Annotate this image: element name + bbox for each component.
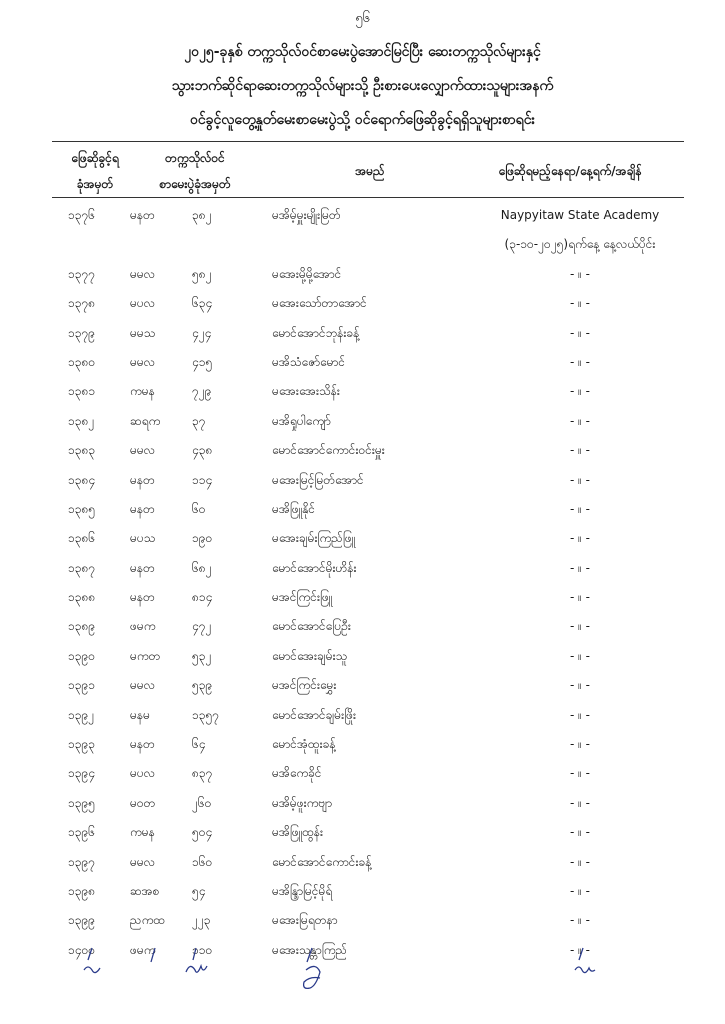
cell-roll-number: ၇၂၉ — [192, 384, 212, 399]
cell-roll-number: ၄၃၈ — [192, 443, 213, 458]
cell-serial-number: ၁၃၇၉ — [68, 325, 95, 340]
cell-venue: - ။ - — [570, 825, 590, 840]
cell-serial-number: ၁၃၉၃ — [68, 737, 95, 752]
cell-name: မအေးမြင့်မြတ်အောင် — [272, 472, 364, 487]
cell-roll-number: ၃၈၂ — [192, 208, 212, 222]
column-header-roll-line2: စာမေးပွဲခုံအမှတ် — [159, 177, 231, 191]
cell-roll-number: ၃၇ — [192, 413, 206, 428]
cell-serial-number: ၁၃၈၂ — [68, 413, 95, 428]
cell-roll-number: ၅၀၄ — [192, 825, 213, 840]
cell-venue: - ။ - — [570, 766, 590, 781]
document-title-line-2: သွားဘက်ဆိုင်ရာဆေးတက္ကသိုလ်များသို့ ဦးစားပေးလျှောက်ထားသူများအနက် — [171, 78, 554, 94]
column-header-serial-line2: ခုံအမှတ် — [76, 177, 114, 191]
cell-roll-number: ၂၆၀ — [192, 795, 212, 810]
cell-name: မောင်အေးချမ်းသူ — [272, 648, 348, 663]
table-row — [0, 377, 725, 406]
table-row — [0, 466, 725, 495]
cell-name: မအိသံဇော်မောင် — [272, 354, 346, 369]
cell-roll-code: မနတ — [130, 208, 155, 222]
cell-roll-number: ၁၁၄ — [192, 472, 213, 487]
cell-name: မအေးမြရတနာ — [272, 913, 338, 928]
cell-name: မအိကေခိုင် — [272, 766, 322, 781]
cell-name: မောင်အောင်ကောင်းခန့် — [272, 854, 372, 869]
column-header-roll-line1: တက္ကသိုလ်ဝင် — [165, 151, 225, 165]
cell-venue: Naypyitaw State Academy — [500, 208, 660, 222]
cell-name: မအေးအေးသိန်း — [272, 384, 340, 399]
cell-serial-number: ၁၃၉၈ — [68, 883, 96, 898]
cell-venue: - ။ - — [570, 619, 590, 634]
signatures-svg — [0, 940, 725, 1010]
cell-name: မောင်အောင်ကောင်းဝင်းမှူး — [272, 443, 385, 458]
cell-venue: - ။ - — [570, 472, 590, 487]
cell-roll-code: မနတ — [130, 737, 155, 752]
cell-name: မအင်ကြင်းဖြူ — [272, 590, 333, 605]
cell-roll-number: ၈၃၇ — [192, 766, 213, 781]
cell-roll-code: မနမ — [130, 707, 150, 722]
cell-serial-number: ၁၃၈၅ — [68, 501, 96, 516]
column-header-roll — [140, 145, 250, 197]
table-row — [0, 642, 725, 671]
document-title-line-1: ၂၀၂၅-ခုနှစ် တက္ကသိုလ်ဝင်စာမေးပွဲအောင်မြင်ပြီး ဆေးတက္ကသိုလ်များနှင့် — [184, 44, 541, 60]
cell-roll-number: ၅၃၉ — [192, 678, 213, 693]
cell-serial-number: ၁၃၇၈ — [68, 296, 96, 311]
table-row — [0, 554, 725, 583]
signature-2 — [151, 948, 155, 962]
cell-venue: - ။ - — [570, 707, 590, 722]
cell-roll-code: မမလ — [130, 678, 155, 693]
cell-roll-number: ၁၉၀ — [192, 531, 213, 546]
cell-roll-number: ၆၈၂ — [192, 560, 212, 575]
cell-venue: (၃-၁၀-၂၀၂၅)ရက်နေ့ နေ့လယ်ပိုင်း — [504, 237, 656, 252]
column-header-name: အမည် — [355, 164, 385, 178]
cell-venue: - ။ - — [570, 354, 590, 369]
cell-name: မအေးမို့မို့အောင် — [272, 266, 342, 281]
cell-serial-number: ၁၃၉၅ — [68, 795, 95, 810]
cell-roll-number: ၅၈၂ — [192, 266, 212, 281]
cell-name: မအိဖြူထွန်း — [272, 825, 324, 840]
table-row — [0, 730, 725, 759]
table-row — [0, 524, 725, 553]
table-row — [0, 612, 725, 641]
cell-name: မအင်ကြင်းမွှေး — [272, 678, 337, 693]
cell-roll-number: ၄၇၂ — [192, 619, 212, 634]
cell-roll-code: ညကထ — [130, 913, 165, 928]
cell-roll-code: မမလ — [130, 443, 155, 458]
cell-roll-number: ၁၃၅၇ — [192, 707, 219, 722]
cell-venue: - ။ - — [570, 795, 590, 810]
table-row — [0, 701, 725, 730]
table-row — [0, 407, 725, 436]
cell-name: မအေးသန္တာကြည် — [272, 942, 348, 957]
table-row — [0, 848, 725, 877]
cell-roll-number: ၆၃၄ — [192, 296, 213, 311]
cell-serial-number: ၁၃၇၇ — [68, 266, 95, 281]
table-row — [0, 495, 725, 524]
column-header-venue: ဖြေဆိုရမည့်နေရာ/နေ့ရက်/အချိန် — [498, 164, 642, 178]
cell-name: မအိမ့်မှူးမျိုးမြတ် — [272, 208, 341, 222]
cell-serial-number: ၁၃၉၇ — [68, 854, 95, 869]
cell-roll-code: မနတ — [130, 560, 155, 575]
cell-serial-number: ၁၃၈၄ — [68, 472, 96, 487]
cell-name: မအိရှုပါကျော် — [272, 413, 331, 428]
cell-roll-number: ၅၄ — [192, 883, 206, 898]
cell-roll-code: မမလ — [130, 854, 155, 869]
table-row — [0, 818, 725, 847]
table-row — [0, 201, 725, 230]
cell-venue: - ။ - — [570, 413, 590, 428]
cell-venue: - ။ - — [570, 501, 590, 516]
cell-roll-code: မဝတ — [130, 795, 156, 810]
cell-roll-number: ၄၂၄ — [192, 325, 212, 340]
cell-roll-code: မမလ — [130, 354, 155, 369]
cell-roll-number: ၄၁၅ — [192, 354, 213, 369]
table-top-rule — [52, 141, 684, 142]
cell-roll-code: မနတ — [130, 501, 155, 516]
cell-venue: - ။ - — [570, 648, 590, 663]
page-number: ၅၆ — [355, 11, 370, 26]
cell-serial-number: ၁၃၈၆ — [68, 531, 96, 546]
table-row — [0, 348, 725, 377]
cell-roll-code: ဖမက — [130, 942, 156, 957]
cell-venue: - ။ - — [570, 678, 590, 693]
signature-area — [0, 940, 725, 1010]
cell-serial-number: ၁၃၈၁ — [68, 384, 96, 399]
cell-serial-number: ၁၃၈၈ — [68, 590, 96, 605]
cell-roll-number: ၂၂၃ — [192, 913, 211, 928]
cell-roll-code: မနတ — [130, 472, 155, 487]
cell-serial-number: ၁၄၀၀ — [68, 942, 95, 957]
table-row — [0, 230, 725, 259]
cell-name: မအေးသော်တာအောင် — [272, 296, 367, 311]
table-row — [0, 583, 725, 612]
cell-roll-code: မပလ — [130, 296, 155, 311]
cell-roll-code: မမသ — [130, 325, 156, 340]
cell-name: မောင်အောင်မိုးဟိန်း — [272, 560, 357, 575]
cell-roll-code: မမလ — [130, 266, 155, 281]
cell-serial-number: ၁၃၇၆ — [68, 208, 95, 222]
cell-name: မအိန္ဒြာမြင့်မိုရ် — [272, 883, 333, 898]
cell-roll-number: ၈၁၄ — [192, 590, 213, 605]
column-header-serial — [55, 145, 135, 197]
cell-venue: - ။ - — [570, 384, 590, 399]
cell-venue: - ။ - — [570, 883, 590, 898]
cell-roll-code: ကမန — [130, 384, 155, 399]
cell-venue: - ။ - — [570, 560, 590, 575]
cell-venue: - ။ - — [570, 531, 590, 546]
cell-serial-number: ၁၃၉၄ — [68, 766, 95, 781]
cell-venue: - ။ - — [570, 296, 590, 311]
cell-venue: - ။ - — [570, 590, 590, 605]
table-row — [0, 789, 725, 818]
cell-serial-number: ၁၃၉၁ — [68, 678, 95, 693]
cell-roll-number: ၁၆၀ — [192, 854, 213, 869]
cell-name: မောင်အောင်ပြေဦး — [272, 619, 351, 634]
cell-venue: - ။ - — [570, 443, 590, 458]
cell-serial-number: ၁၃၉၆ — [68, 825, 95, 840]
column-header-serial-line1: ဖြေဆိုခွင့်ရ — [71, 151, 119, 165]
cell-serial-number: ၁၃၈၇ — [68, 560, 96, 575]
cell-name: မအိဖြူနိုင် — [272, 501, 316, 516]
cell-roll-code: မကတ — [130, 648, 161, 663]
signature-3 — [186, 948, 207, 972]
cell-name: မောင်အောင်ချမ်းဖြိုး — [272, 707, 357, 722]
cell-roll-number: ၅၃၂ — [192, 648, 212, 663]
cell-roll-number: ၁၁၀ — [192, 942, 213, 957]
table-row — [0, 759, 725, 788]
cell-serial-number: ၁၃၈၀ — [68, 354, 96, 369]
signature-5 — [575, 948, 595, 973]
cell-venue: - ။ - — [570, 854, 590, 869]
signature-4 — [304, 948, 320, 988]
cell-roll-number: ၆၀ — [192, 501, 206, 516]
cell-serial-number: ၁၃၈၃ — [68, 443, 96, 458]
cell-serial-number: ၁၃၈၉ — [68, 619, 96, 634]
table-row — [0, 671, 725, 700]
cell-serial-number: ၁၃၉၀ — [68, 648, 95, 663]
cell-name: မောင်အောင်ဘုန်းခန့် — [272, 325, 360, 340]
document-title-line-3: ဝင်ခွင့်လူတွေ့နှုတ်မေးစာမေးပွဲသို့ ဝင်ရောက်ဖြေဆိုခွင့်ရရှိသူများစာရင်း — [189, 112, 536, 128]
table-body — [0, 201, 725, 965]
cell-roll-code: ဆအစ — [130, 883, 160, 898]
cell-roll-number: ၆၄ — [192, 737, 206, 752]
cell-serial-number: ၁၃၉၂ — [68, 707, 95, 722]
table-header-rule — [52, 197, 684, 198]
table-row — [0, 877, 725, 906]
table-row — [0, 289, 725, 318]
cell-name: မောင်အုံထူးခန့် — [272, 737, 336, 752]
table-row — [0, 436, 725, 465]
cell-venue: - ။ - — [570, 942, 590, 957]
cell-venue: - ။ - — [570, 913, 590, 928]
cell-roll-code: ကမန — [130, 825, 155, 840]
cell-roll-code: မပသ — [130, 531, 156, 546]
cell-roll-code: ဖမက — [130, 619, 156, 634]
cell-venue: - ။ - — [570, 266, 590, 281]
cell-name: မအေးချမ်းကြည်ဖြူ — [272, 531, 356, 546]
cell-venue: - ။ - — [570, 737, 590, 752]
cell-roll-code: မပလ — [130, 766, 155, 781]
cell-name: မအိမ့်ဖူးကဗျာ — [272, 795, 333, 810]
cell-roll-code: မနတ — [130, 590, 155, 605]
cell-roll-code: ဆရက — [130, 413, 161, 428]
cell-venue: - ။ - — [570, 325, 590, 340]
table-row — [0, 260, 725, 289]
table-row — [0, 906, 725, 935]
signature-1 — [84, 948, 100, 973]
table-row — [0, 319, 725, 348]
cell-serial-number: ၁၃၉၉ — [68, 913, 95, 928]
